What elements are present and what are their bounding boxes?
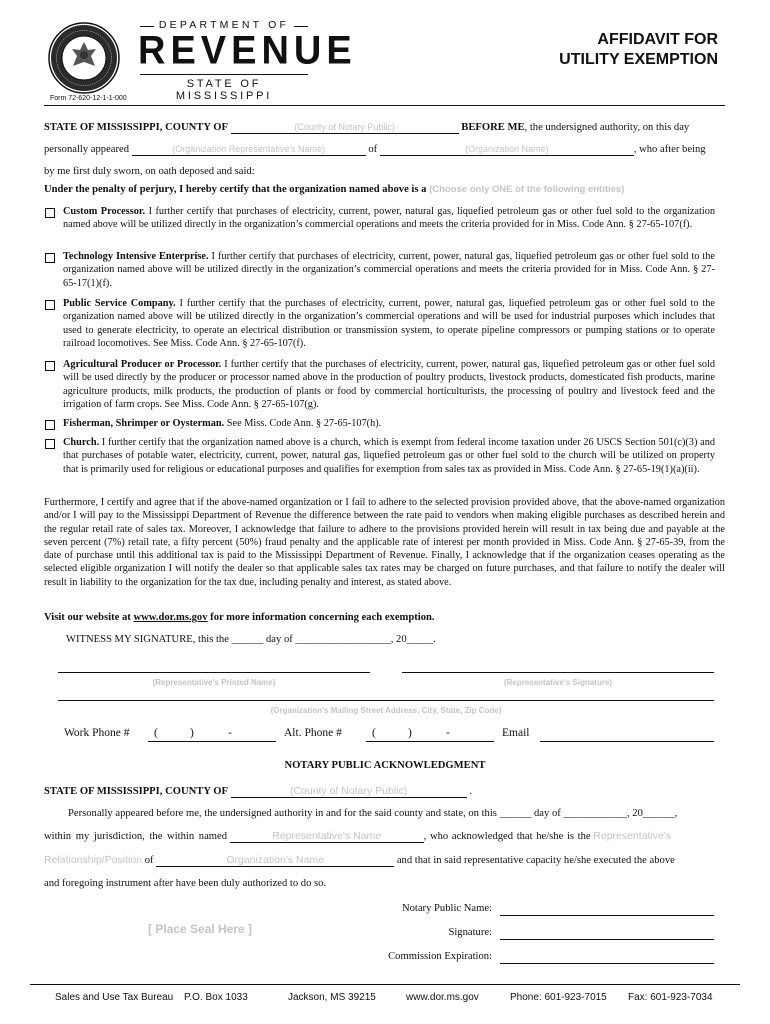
option-title: Church. [63,437,100,448]
notary-line-4: and foregoing instrument after have been duly authorized to do so. [44,878,327,889]
option-fisherman [63,417,715,430]
org-name-placeholder: (Organization Name) [465,144,549,154]
agricultural-checkbox[interactable] [45,361,55,371]
option-text: I further certify that purchases of electricity, current, power, natural gas, liquefied petroleum gas or other fuel sold to the organization named above will be utilized directly in the organization’s commercial operations and meets the criteria provided for in Miss. Code Ann. § 27-65-17(1)(f). [63,251,715,289]
notary-public-name-line[interactable] [500,915,714,916]
option-title: Fisherman, Shrimper or Oysterman. [63,418,225,429]
choose-one-placeholder: (Choose only ONE of the following entities) [429,184,625,195]
notary-signature-line[interactable] [500,939,714,940]
email-field[interactable] [540,741,714,742]
state-county-label: STATE OF MISSISSIPPI, COUNTY OF [44,122,228,133]
notary-county-placeholder: (County of Notary Public) [289,785,408,797]
footer-po-box: P.O. Box 1033 [184,992,248,1003]
notary-state-label: STATE OF MISSISSIPPI, COUNTY OF [44,786,228,797]
sworn-text: by me first duly sworn, on oath deposed and said: [44,166,255,177]
place-seal-placeholder: [ Place Seal Here ] [148,922,253,936]
paren-close: ) [408,727,412,739]
rep-signature-line[interactable] [402,672,714,673]
form-number: Form 72-620-12-1-1-000 [50,95,127,102]
form-title [559,30,718,70]
paren-close: ) [190,727,194,739]
notary-state-line [44,785,472,798]
acknowledged-text: , who acknowledged that he/she is the [423,831,591,842]
visit-pre: Visit our website at [44,612,134,623]
email-label: Email [502,727,530,739]
intro-line-2 [44,144,725,156]
option-text: I further certify that purchases of electricity, current, power, natural gas, liquefied petroleum gas or other fuel sold to the organization named above will be utilized directly in the organization’s commercial operations and meets the criteria provided for in Miss. Code Ann. § 27-65-107(f). [63,206,715,231]
form-title-line1: AFFIDAVIT FOR [597,31,718,48]
dash: - [446,727,450,739]
notary-county-field[interactable] [231,785,467,798]
option-technology-enterprise [63,250,715,290]
footer-fax: Fax: 601-923-7034 [628,992,713,1003]
option-title: Agricultural Producer or Processor. [63,359,222,370]
website-link[interactable]: www.dor.ms.gov [133,612,208,623]
footer-phone: Phone: 601-923-7015 [510,992,607,1003]
dash: - [228,727,232,739]
state-of-mississippi-text: STATE OF MISSISSIPPI [175,78,273,102]
church-checkbox[interactable] [45,439,55,449]
rep-signature-label: (Representative's Signature) [503,678,613,687]
option-title: Technology Intensive Enterprise. [63,251,209,262]
printed-name-line[interactable] [58,672,370,673]
technology-enterprise-checkbox[interactable] [45,253,55,263]
custom-processor-checkbox[interactable] [45,208,55,218]
option-title: Custom Processor. [63,206,146,217]
fisherman-checkbox[interactable] [45,420,55,430]
footer-city: Jackson, MS 39215 [288,992,376,1003]
header-rule [44,105,725,106]
option-public-service [63,297,715,350]
notary-line-3 [44,854,725,867]
who-after-text: , who after being [633,144,706,155]
org-name-field[interactable] [380,144,634,156]
wordmark-divider [140,74,308,75]
of-label: of [144,855,154,866]
relationship-placeholder[interactable]: Relationship/Position [44,854,143,866]
form-title-line2: UTILITY EXEMPTION [559,51,718,68]
notary-public-name-label: Notary Public Name: [401,903,492,914]
notary-org-name-placeholder: Organization's Name [226,854,325,866]
notary-line-2 [44,830,725,843]
commission-expiration-label: Commission Expiration: [388,951,492,962]
option-text: I further certify that the purchases of electricity, current, power, natural gas, liquefied petroleum gas or other fuel sold will be used directly by the producer or processor named above in the production of poultry products, livestock products, domesticated fish products, marine agriculture products, milk products, the production of plants or food by commercial horticulturists, the processing of poultry and livestock feed and the irrigation of farm crops. See Miss. Code Ann. § 27-65-107(g). [63,359,715,410]
paren-open: ( [372,727,376,739]
paren-open: ( [154,727,158,739]
after-before-text: , the undersigned authority, on this day [524,122,690,133]
notary-signature-label: Signature: [448,927,492,938]
witness-line: WITNESS MY SIGNATURE, this the ______ day of __________________, 20_____. [66,634,436,645]
furthermore-paragraph: Furthermore, I certify and agree that if the above-named organization or I fail to adhere to the selected provision provided above, that the above-named organization and/or I will pay to the Mississippi Department of Revenue the difference between the rate paid to vendors when making eligible purchases as described herein and the regular retail rate of sales tax. Moreover, I acknowledge that failure to adhere to the provisions provided herein will result in tax being due and payable at the seven percent (7%) retail rate, a fifty percent (50%) fraud penalty and the applicable rate of interest per month provided in Miss. Code Ann. § 27-65-39, from the date of purchase until this additional tax is paid to the Mississippi Department of Revenue. Finally, I acknowledge that if the organization ceases operating as the selected eligible organization I will notify the dealer so that applicable sales tax rates may be charged on future purchases, and that failure to notify the dealer will result in liability to the organization for the tax due, including penalty and interest, as stated above. [44,497,725,588]
footer-website[interactable]: www.dor.ms.gov [406,992,479,1003]
public-service-checkbox[interactable] [45,300,55,310]
printed-name-label: (Representative's Printed Name) [152,678,276,687]
notary-rep-name-field[interactable] [230,830,424,843]
address-line[interactable] [58,700,714,701]
work-phone-field[interactable] [148,727,276,742]
commission-expiration-line[interactable] [500,963,714,964]
before-me-label: BEFORE ME [461,122,525,133]
notary-representatives-placeholder: Representative's [593,830,672,842]
period: . [469,786,472,797]
option-title: Public Service Company. [63,298,176,309]
option-text: I further certify that the purchases of electricity, current, power, natural gas, liquefied petroleum gas or other fuel sold to the organization named above will be utilized directly in the organization’s commercial operations and will be used for industrial purposes which includes that used to generate electricity, to operate an electrical distribution or transmission system, to operate pipeline compressors or pumping stations or to operate railroad locomotives. See Miss. Code Ann. § 27-65-107(f). [63,298,715,349]
penalty-line [44,184,624,195]
personally-appeared-label: personally appeared [44,144,130,155]
rep-name-field[interactable] [132,144,366,156]
footer-rule [30,984,740,985]
notary-org-name-field[interactable] [156,854,394,867]
option-church [63,436,715,476]
capacity-text: and that in said representative capacity he/she executed the above [396,855,675,866]
rep-name-placeholder: (Organization Representative's Name) [172,144,326,154]
department-of-text: DEPARTMENT OF [140,19,308,33]
visit-post: for more information concerning each exemption. [207,612,435,623]
alt-phone-field[interactable] [366,727,494,742]
revenue-wordmark: REVENUE [138,28,357,74]
notary-line-1: Personally appeared before me, the undersigned authority in and for the said county and state, on this ______ day of ____________, 20______, [68,808,678,819]
department-seal [48,22,120,94]
notary-heading: NOTARY PUBLIC ACKNOWLEDGMENT [284,760,486,771]
footer-bureau: Sales and Use Tax Bureau [55,992,174,1003]
county-placeholder: (County of Notary Public) [294,122,395,132]
option-text: See Miss. Code Ann. § 27-65-107(h). [224,418,382,429]
option-agricultural [63,358,715,411]
visit-website-line [44,612,435,623]
option-custom-processor [63,205,715,232]
option-text: I further certify that the organization named above is a church, which is exempt from federal income taxation under 26 USCS Section 501(c)(3) and that purchases of potable water, electricity, current, power, natural gas, liquefied petroleum gas or other fuel sold to the church will be utilized on property that is primarily used for religious or educational purposes and qualifies for exemption from sales tax as provided in Miss. Code Ann. § 27-65-19(1)(a)(ii). [63,437,715,475]
county-field[interactable] [231,122,459,134]
intro-line-1 [44,122,725,134]
address-label: (Organization's Mailing Street Address, City, State, Zip Code) [270,706,502,715]
of-label: of [368,144,378,155]
alt-phone-label: Alt. Phone # [284,727,342,739]
penalty-text: Under the penalty of perjury, I hereby certify that the organization named above is a [44,184,427,195]
within-label: within my jurisdiction, the within named [44,831,228,842]
notary-rep-name-placeholder: Representative's Name [272,830,382,842]
work-phone-label: Work Phone # [64,727,130,739]
